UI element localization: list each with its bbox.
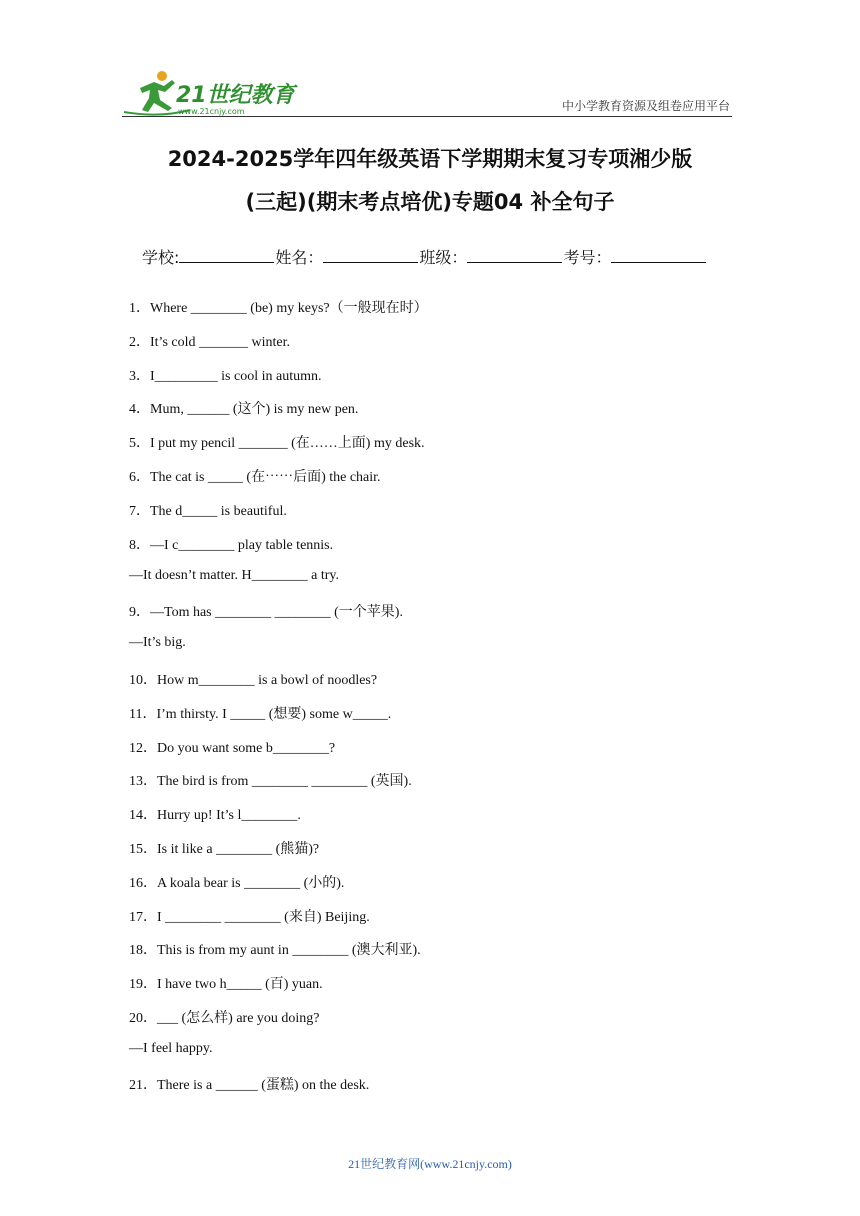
question-item: 10．How m________ is a bowl of noodles? [129, 673, 378, 688]
svg-text:21世纪教育: 21世纪教育 [176, 83, 295, 108]
school-blank[interactable] [179, 248, 274, 263]
exam-number-label: 考号： [563, 248, 612, 267]
header-divider [122, 116, 732, 117]
question-item: 5．I put my pencil _______ (在……上面) my desk. [129, 436, 425, 451]
question-item: 18．This is from my aunt in ________ (澳大利亚). [129, 943, 421, 958]
question-item: 14．Hurry up! It’s l________. [129, 808, 301, 823]
question-item: 13．The bird is from ________ ________ (英国). [129, 774, 412, 789]
platform-tagline: 中小学教育资源及组卷应用平台 [561, 99, 730, 113]
name-blank[interactable] [323, 248, 418, 263]
question-item: 11．I’m thirsty. I _____ (想要) some w_____. [129, 707, 392, 722]
exam-number-blank[interactable] [611, 248, 706, 263]
question-response-line: —It doesn’t matter. H________ a try. [129, 568, 339, 583]
question-item: 1．Where ________ (be) my keys?（一般现在时） [129, 301, 428, 316]
question-item: 21．There is a ______ (蛋糕) on the desk. [129, 1078, 370, 1093]
logo-url-text: www.21cnjy.com [178, 107, 245, 116]
question-item: 12．Do you want some b________? [129, 741, 336, 756]
question-item: 17．I ________ ________ (来自) Beijing. [129, 910, 370, 925]
question-item: 15．Is it like a ________ (熊猫)? [129, 842, 320, 857]
question-response-line: —It’s big. [129, 635, 186, 650]
school-label: 学校: [142, 248, 180, 267]
name-label: 姓名： [275, 248, 324, 267]
page-header [0, 0, 860, 120]
question-item: 7．The d_____ is beautiful. [129, 504, 287, 519]
worksheet-title-line-1: 2024-2025学年四年级英语下学期期末复习专项湘少版 [167, 147, 693, 171]
class-blank[interactable] [467, 248, 562, 263]
question-item: 4．Mum, ______ (这个) is my new pen. [129, 402, 359, 417]
question-item: 3．I_________ is cool in autumn. [129, 369, 322, 384]
class-label: 班级： [419, 248, 468, 267]
question-item: 8．—I c________ play table tennis. [129, 538, 334, 553]
question-response-line: —I feel happy. [129, 1041, 213, 1056]
site-logo [120, 68, 300, 116]
question-item: 16．A koala bear is ________ (小的). [129, 876, 345, 891]
page-footer[interactable]: 21世纪教育网(www.21cnjy.com) [348, 1157, 512, 1171]
worksheet-title-line-2: (三起)(期末考点培优)专题04 补全句子 [245, 190, 615, 214]
question-item: 20．___ (怎么样) are you doing? [129, 1011, 320, 1026]
question-item: 6．The cat is _____ (在⋯⋯后面) the chair. [129, 470, 381, 485]
question-item: 19．I have two h_____ (百) yuan. [129, 977, 323, 992]
question-item: 9．—Tom has ________ ________ (一个苹果). [129, 605, 403, 620]
question-item: 2．It’s cold _______ winter. [129, 335, 290, 350]
student-info-line [142, 245, 707, 268]
